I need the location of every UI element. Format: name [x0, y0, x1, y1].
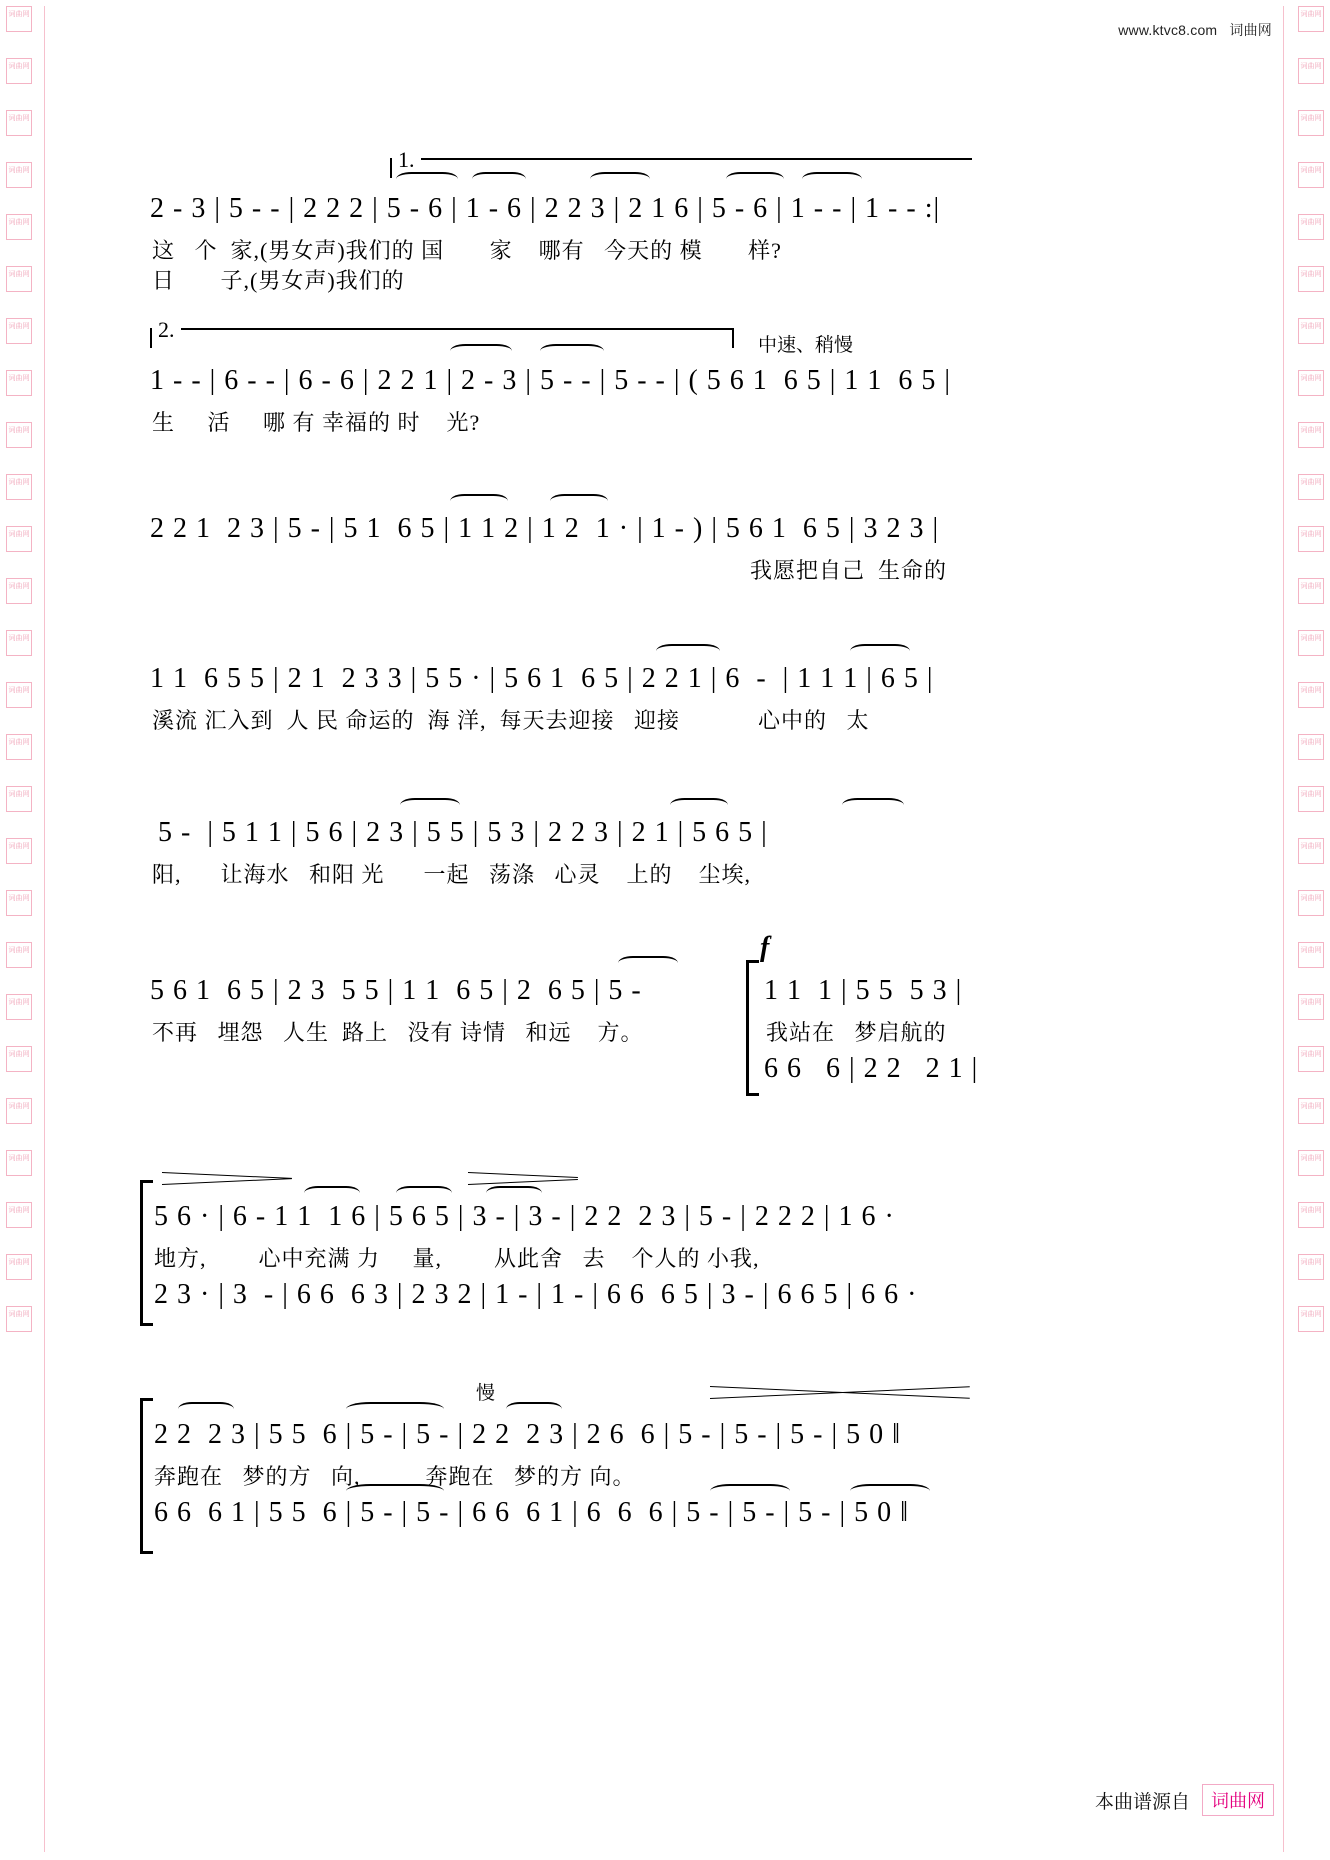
- watermark-tile: 词曲网: [6, 1202, 32, 1228]
- volta-bracket-2: [150, 317, 734, 348]
- lyric-line: 不再 埋怨 人生 路上 没有 诗情 和远 方。: [152, 1020, 644, 1045]
- slur: [540, 344, 604, 358]
- slur: [618, 956, 678, 970]
- notation-line: 5 6 1 6 5 | 2 3 5 5 | 1 1 6 5 | 2 6 5 | 5 -: [150, 975, 650, 1006]
- watermark-tile: 词曲网: [6, 1098, 32, 1124]
- watermark-tile: 词曲网: [1298, 890, 1324, 916]
- watermark-tile: 词曲网: [1298, 578, 1324, 604]
- slur: [550, 494, 608, 508]
- watermark-tile: 词曲网: [6, 1046, 32, 1072]
- slur: [842, 798, 904, 812]
- score-system-4: [150, 638, 1150, 758]
- slur: [450, 494, 508, 508]
- watermark-tile: 词曲网: [6, 838, 32, 864]
- slur: [304, 1186, 360, 1200]
- music-score: [150, 147, 1150, 1580]
- watermark-tile: 词曲网: [6, 422, 32, 448]
- footer-text: 本曲谱源自: [1094, 1791, 1190, 1813]
- slur: [850, 644, 910, 658]
- lyric-line: 地方, 心中充满 力 量, 从此舍 去 个人的 小我,: [154, 1246, 760, 1271]
- watermark-tile: 词曲网: [6, 6, 32, 32]
- slur: [726, 172, 784, 186]
- watermark-tile: 词曲网: [1298, 786, 1324, 812]
- tempo-marking-slow: 慢: [476, 1383, 496, 1404]
- slur: [396, 172, 458, 186]
- notation-line-lower: 6 6 6 | 2 2 2 1 |: [764, 1053, 979, 1084]
- notation-line: 2 - 3 | 5 - - | 2 2 2 | 5 - 6 | 1 - 6 | 2 2 3 | 2 1 6 | 5 - 6 | 1 - - | 1 - - :|: [150, 193, 941, 224]
- site-url: [1118, 20, 1272, 40]
- watermark-tile: 词曲网: [1298, 422, 1324, 448]
- watermark-tile: 词曲网: [1298, 1046, 1324, 1072]
- watermark-tile: 词曲网: [1298, 474, 1324, 500]
- volta-label-1: 1.: [392, 147, 421, 173]
- slur: [506, 1402, 562, 1416]
- watermark-tile: 词曲网: [6, 682, 32, 708]
- site-url-text: www.ktvc8.com: [1118, 22, 1218, 38]
- notation-line: 1 1 6 5 5 | 2 1 2 3 3 | 5 5 · | 5 6 1 6 5 | 2 2 1 | 6 - | 1 1 1 | 6 5 |: [150, 663, 934, 694]
- slur: [710, 1484, 790, 1498]
- notation-line: 1 - - | 6 - - | 6 - 6 | 2 2 1 | 2 - 3 | 5 - - | 5 - - | ( 5 6 1 6 5 | 1 1 6 5 |: [150, 365, 952, 396]
- watermark-tile: 词曲网: [6, 58, 32, 84]
- watermark-strip-right: [1292, 0, 1330, 1860]
- watermark-tile: 词曲网: [6, 942, 32, 968]
- watermark-tile: 词曲网: [6, 162, 32, 188]
- watermark-tile: 词曲网: [6, 110, 32, 136]
- lyric-line: 这 个 家,(男女声)我们的 国 家 哪有 今天的 模 样?: [152, 238, 782, 263]
- slur: [346, 1402, 444, 1416]
- lyric-line: 日 子,(男女声)我们的: [152, 268, 405, 293]
- watermark-tile: 词曲网: [6, 1306, 32, 1332]
- watermark-tile: 词曲网: [6, 786, 32, 812]
- volta-label-2: 2.: [152, 317, 181, 343]
- watermark-tile: 词曲网: [1298, 6, 1324, 32]
- score-system-5: [150, 792, 1150, 912]
- watermark-tile: 词曲网: [1298, 318, 1324, 344]
- watermark-tile: 词曲网: [1298, 214, 1324, 240]
- watermark-tile: 词曲网: [1298, 1150, 1324, 1176]
- watermark-tile: 词曲网: [1298, 370, 1324, 396]
- watermark-tile: 词曲网: [6, 214, 32, 240]
- watermark-tile: 词曲网: [6, 526, 32, 552]
- notation-line-lower: 2 3 · | 3 - | 6 6 6 3 | 2 3 2 | 1 - | 1 - | 6 6 6 5 | 3 - | 6 6 5 | 6 6 ·: [154, 1279, 918, 1310]
- notation-line-upper: 5 6 · | 6 - 1 1 1 6 | 5 6 5 | 3 - | 3 - | 2 2 2 3 | 5 - | 2 2 2 | 1 6 ·: [154, 1201, 895, 1232]
- score-system-2: [150, 317, 1150, 462]
- score-system-1: [150, 147, 1150, 300]
- watermark-tile: 词曲网: [6, 734, 32, 760]
- system-brace: [140, 1398, 153, 1554]
- watermark-tile: 词曲网: [1298, 994, 1324, 1020]
- watermark-tile: 词曲网: [1298, 838, 1324, 864]
- watermark-tile: 词曲网: [1298, 682, 1324, 708]
- watermark-tile: 词曲网: [1298, 266, 1324, 292]
- watermark-tile: 词曲网: [1298, 110, 1324, 136]
- watermark-tile: 词曲网: [1298, 1098, 1324, 1124]
- site-name-text: 词曲网: [1229, 22, 1272, 38]
- notation-line: 5 - | 5 1 1 | 5 6 | 2 3 | 5 5 | 5 3 | 2 2 3 | 2 1 | 5 6 5 |: [158, 817, 768, 848]
- lyric-line: 我愿把自己 生命的: [750, 558, 948, 583]
- watermark-tile: 词曲网: [6, 370, 32, 396]
- tempo-marking: 中速、稍慢: [758, 335, 854, 356]
- watermark-tile: 词曲网: [1298, 1202, 1324, 1228]
- watermark-tile: 词曲网: [1298, 58, 1324, 84]
- watermark-tile: 词曲网: [1298, 1254, 1324, 1280]
- score-system-6: [150, 932, 1150, 1130]
- system-brace: [140, 1180, 153, 1326]
- notation-line-lower: 6 6 6 1 | 5 5 6 | 5 - | 5 - | 6 6 6 1 | 6 6 6 | 5 - | 5 - | 5 - | 5 0 ‖: [154, 1497, 909, 1528]
- crescendo-hairpin: [468, 1172, 578, 1186]
- watermark-tile: 词曲网: [6, 266, 32, 292]
- score-system-3: [150, 488, 1150, 608]
- watermark-tile: 词曲网: [6, 994, 32, 1020]
- score-system-8: [150, 1383, 1150, 1572]
- watermark-tile: 词曲网: [1298, 942, 1324, 968]
- slur: [400, 798, 460, 812]
- slur: [802, 172, 862, 186]
- lyric-line: 生 活 哪 有 幸福的 时 光?: [152, 410, 481, 435]
- notation-line-upper: 1 1 1 | 5 5 5 3 |: [764, 975, 963, 1006]
- slur: [590, 172, 650, 186]
- system-brace: [746, 960, 759, 1096]
- slur: [670, 798, 728, 812]
- watermark-tile: 词曲网: [1298, 630, 1324, 656]
- score-system-7: [150, 1174, 1150, 1344]
- watermark-tile: 词曲网: [6, 890, 32, 916]
- footer-credit: [1095, 1784, 1274, 1816]
- lyric-line-upper: 我站在 梦启航的: [766, 1020, 947, 1045]
- lyric-line: 溪流 汇入到 人 民 命运的 海 洋, 每天去迎接 迎接 心中的 太: [152, 708, 870, 733]
- watermark-tile: 词曲网: [1298, 734, 1324, 760]
- crescendo-hairpin: [710, 1386, 970, 1400]
- watermark-tile: 词曲网: [6, 578, 32, 604]
- slur: [346, 1484, 444, 1498]
- watermark-tile: 词曲网: [6, 1150, 32, 1176]
- watermark-tile: 词曲网: [6, 1254, 32, 1280]
- notation-line-upper: 2 2 2 3 | 5 5 6 | 5 - | 5 - | 2 2 2 3 | 2 6 6 | 5 - | 5 - | 5 - | 5 0 ‖: [154, 1419, 901, 1450]
- lyric-line: 奔跑在 梦的方 向, 奔跑在 梦的方 向。: [154, 1464, 636, 1489]
- slur: [656, 644, 720, 658]
- watermark-tile: 词曲网: [6, 318, 32, 344]
- lyric-line: 阳, 让海水 和阳 光 一起 荡涤 心灵 上的 尘埃,: [152, 862, 752, 887]
- watermark-strip-left: [0, 0, 38, 1860]
- watermark-tile: 词曲网: [1298, 162, 1324, 188]
- watermark-tile: 词曲网: [1298, 1306, 1324, 1332]
- watermark-tile: 词曲网: [1298, 526, 1324, 552]
- slur: [178, 1402, 234, 1416]
- footer-brand: 词曲网: [1202, 1784, 1274, 1816]
- slur: [850, 1484, 930, 1498]
- crescendo-hairpin: [162, 1172, 292, 1186]
- slur: [396, 1186, 452, 1200]
- notation-line: 2 2 1 2 3 | 5 - | 5 1 6 5 | 1 1 2 | 1 2 1 · | 1 - ) | 5 6 1 6 5 | 3 2 3 |: [150, 513, 940, 544]
- watermark-tile: 词曲网: [6, 630, 32, 656]
- slur: [450, 344, 512, 358]
- watermark-tile: 词曲网: [6, 474, 32, 500]
- dynamic-forte: f: [760, 932, 770, 963]
- slur: [486, 1186, 542, 1200]
- slur: [472, 172, 526, 186]
